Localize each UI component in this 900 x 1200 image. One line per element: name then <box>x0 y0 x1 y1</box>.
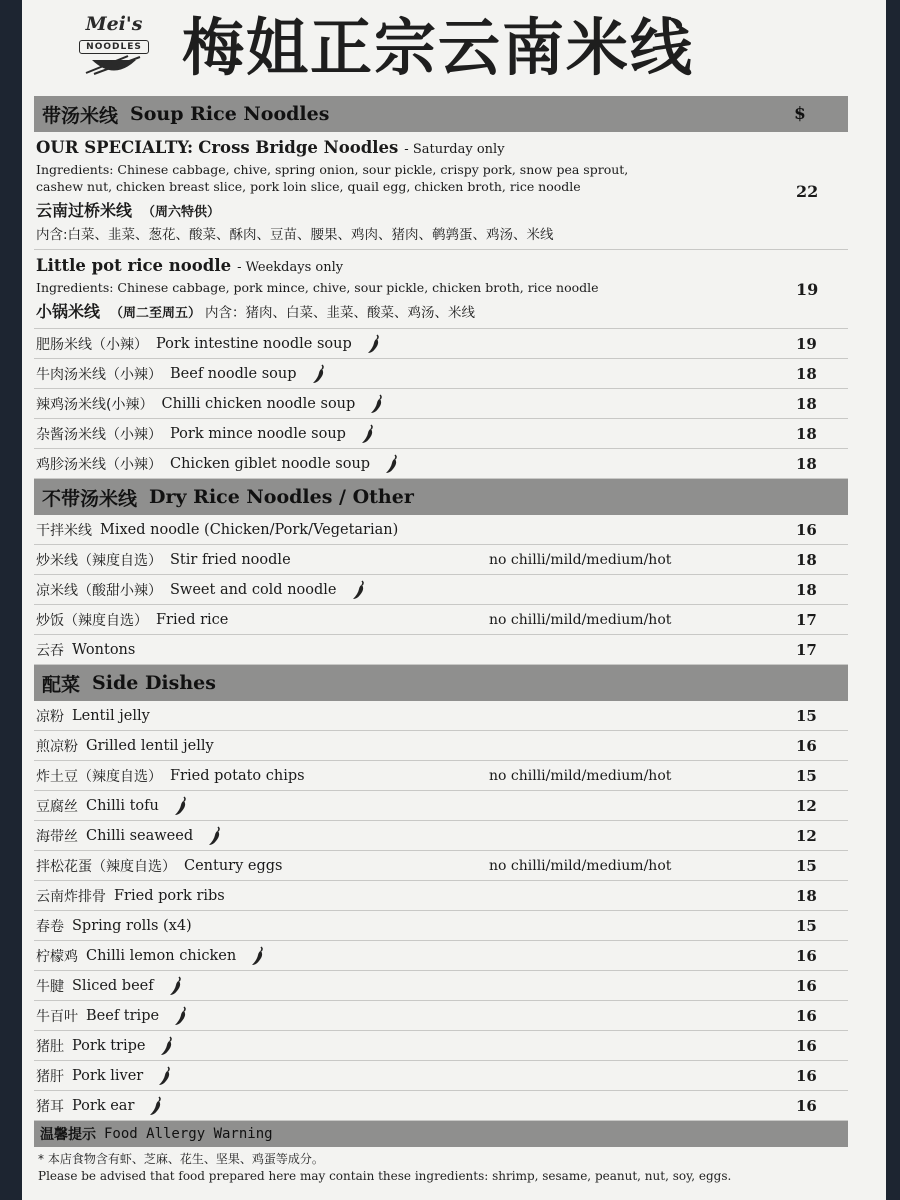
item-price: 18 <box>796 454 817 473</box>
chili-pepper-icon <box>173 796 189 816</box>
menu-item-row <box>34 971 848 1001</box>
item-price: 16 <box>796 520 817 539</box>
item-name-zh: 柠檬鸡 <box>36 948 78 965</box>
menu-paper <box>22 0 886 1200</box>
menu-item-row <box>34 515 848 545</box>
item-price: 16 <box>796 1006 817 1025</box>
item-price: 18 <box>796 886 817 905</box>
specialty-title-line <box>36 256 846 275</box>
specialty-note: - Saturday only <box>404 142 505 157</box>
section-title-zh: 不带汤米线 <box>42 487 138 510</box>
specialty-item <box>34 132 848 250</box>
item-name-zh: 海带丝 <box>36 828 78 845</box>
item-name-zh: 猪耳 <box>36 1098 64 1115</box>
menu-item-row <box>34 941 848 971</box>
chili-pepper-icon <box>159 1036 175 1056</box>
item-name-en: Pork mince noodle soup <box>170 425 346 442</box>
item-price: 16 <box>796 736 817 755</box>
chili-pepper-icon <box>157 1066 173 1086</box>
specialty-ingredients: Ingredients: Chinese cabbage, chive, spring onion, sour pickle, crispy pork, snow pea sprout, cashew nut, chicken breast slice, pork loin slice, quail egg, chicken broth, rice noodle <box>36 162 629 194</box>
item-name-en: Pork ear <box>72 1097 135 1114</box>
specialty-name-zh-line <box>36 198 846 221</box>
item-name-zh: 猪肚 <box>36 1038 64 1055</box>
item-name-zh: 鸡胗汤米线（小辣） <box>36 456 162 473</box>
chili-pepper-icon <box>360 424 376 444</box>
item-name-en: Pork tripe <box>72 1037 146 1054</box>
spice-level-options: no chilli/mild/medium/hot <box>489 767 672 784</box>
menu-item-row <box>34 545 848 575</box>
chili-pepper-icon <box>148 1096 164 1116</box>
menu-item-row <box>34 1031 848 1061</box>
menu-item-row <box>34 881 848 911</box>
item-name-en: Grilled lentil jelly <box>86 737 214 754</box>
item-name-zh: 炸土豆（辣度自选） <box>36 768 162 785</box>
menu-item-row <box>34 419 848 449</box>
logo-brand: Mei's <box>85 13 143 35</box>
menu-item-row <box>34 701 848 731</box>
allergy-warning-header <box>34 1121 848 1147</box>
menu-item-row <box>34 389 848 419</box>
item-price: 18 <box>796 394 817 413</box>
item-name-zh: 肥肠米线（小辣） <box>36 336 148 353</box>
item-name-en: Chilli lemon chicken <box>86 947 237 964</box>
chili-pepper-icon <box>250 946 266 966</box>
item-name-en: Spring rolls (x4) <box>72 917 192 934</box>
bowl-chopsticks-icon <box>84 55 144 75</box>
item-price: 19 <box>796 280 819 299</box>
allergy-title-en: Food Allergy Warning <box>104 1126 273 1142</box>
item-name-en: Pork intestine noodle soup <box>156 335 352 352</box>
item-name-zh: 干拌米线 <box>36 522 92 539</box>
menu-item-row <box>34 635 848 665</box>
menu-body <box>34 96 848 1189</box>
item-name-en: Century eggs <box>184 857 283 874</box>
item-price: 16 <box>796 976 817 995</box>
specialty-ingredients-zh: 内含：猪肉、白菜、韭菜、酸菜、鸡汤、米线 <box>205 305 476 321</box>
specialty-title-line <box>36 138 846 157</box>
item-price: 19 <box>796 334 817 353</box>
allergy-text-en: Please be advised that food prepared here may contain these ingredients: shrimp, sesame, peanut, nut, soy, eggs. <box>38 1169 732 1183</box>
item-price: 18 <box>796 580 817 599</box>
item-price: 16 <box>796 946 817 965</box>
specialty-ingredients-zh: 内含:白菜、韭菜、葱花、酸菜、酥肉、豆苗、腰果、鸡肉、猪肉、鹌鹑蛋、鸡汤、米线 <box>36 227 554 243</box>
menu-item-row <box>34 329 848 359</box>
item-name-en: Fried potato chips <box>170 767 305 784</box>
item-name-zh: 炒饭（辣度自选） <box>36 612 148 629</box>
chili-pepper-icon <box>311 364 327 384</box>
item-name-zh: 云南炸排骨 <box>36 888 106 905</box>
item-name-en: Pork liver <box>72 1067 144 1084</box>
specialty-note: - Weekdays only <box>237 260 344 275</box>
item-name-zh: 牛百叶 <box>36 1008 78 1025</box>
menu-item-row <box>34 821 848 851</box>
menu-item-row <box>34 1001 848 1031</box>
menu-item-row <box>34 1061 848 1091</box>
specialty-tag-zh: （周六特供） <box>142 205 221 220</box>
spice-level-options: no chilli/mild/medium/hot <box>489 857 672 874</box>
item-price: 16 <box>796 1096 817 1115</box>
item-name-en: Sweet and cold noodle <box>170 581 337 598</box>
item-name-zh: 豆腐丝 <box>36 798 78 815</box>
item-price: 22 <box>796 181 819 201</box>
specialty-name-zh: 云南过桥米线 <box>36 201 133 220</box>
specialty-item <box>34 250 848 329</box>
spice-level-options: no chilli/mild/medium/hot <box>489 551 672 568</box>
menu-item-row <box>34 791 848 821</box>
item-price: 17 <box>796 640 817 659</box>
item-price: 15 <box>796 916 817 935</box>
chili-pepper-icon <box>384 454 400 474</box>
page-title: 梅姐正宗云南米线 <box>182 11 695 84</box>
chili-pepper-icon <box>369 394 385 414</box>
item-name-zh: 拌松花蛋（辣度自选） <box>36 858 176 875</box>
item-name-en: Stir fried noodle <box>170 551 291 568</box>
item-name-zh: 猪肝 <box>36 1068 64 1085</box>
item-name-zh: 杂酱汤米线（小辣） <box>36 426 162 443</box>
specialty-ingredients: Ingredients: Chinese cabbage, pork mince, chive, sour pickle, chicken broth, rice noodle <box>36 280 599 295</box>
item-price: 12 <box>796 826 817 845</box>
logo-sub: NOODLES <box>79 40 149 54</box>
item-name-en: Chicken giblet noodle soup <box>170 455 371 472</box>
price-column-header: $ <box>794 104 806 124</box>
chili-pepper-icon <box>366 334 382 354</box>
item-name-en: Sliced beef <box>72 977 154 994</box>
chili-pepper-icon <box>351 580 367 600</box>
item-name-zh: 云吞 <box>36 642 64 659</box>
menu-item-row <box>34 851 848 881</box>
item-name-en: Fried pork ribs <box>114 887 225 904</box>
item-price: 12 <box>796 796 817 815</box>
item-price: 18 <box>796 364 817 383</box>
specialty-name-zh-line <box>36 299 846 322</box>
item-name-zh: 牛腱 <box>36 978 64 995</box>
item-name-zh: 辣鸡汤米线(小辣） <box>36 396 154 413</box>
menu-item-row <box>34 605 848 635</box>
section-title-zh: 带汤米线 <box>42 104 119 127</box>
menu-item-row <box>34 575 848 605</box>
item-name-zh: 凉米线（酸甜小辣） <box>36 582 162 599</box>
item-name-en: Chilli chicken noodle soup <box>161 395 356 412</box>
restaurant-logo <box>60 14 168 84</box>
section-header <box>34 479 848 515</box>
menu-item-row <box>34 731 848 761</box>
chili-pepper-icon <box>168 976 184 996</box>
menu-item-row <box>34 1091 848 1121</box>
item-price: 15 <box>796 706 817 725</box>
specialty-name: Little pot rice noodle <box>36 256 232 275</box>
item-name-zh: 牛肉汤米线（小辣） <box>36 366 162 383</box>
item-name-zh: 炒米线（辣度自选） <box>36 552 162 569</box>
section-header <box>34 665 848 701</box>
allergy-title-zh: 温馨提示 <box>40 1127 96 1143</box>
item-name-en: Wontons <box>72 641 136 658</box>
item-name-zh: 煎凉粉 <box>36 738 78 755</box>
item-price: 18 <box>796 424 817 443</box>
menu-item-row <box>34 449 848 479</box>
chili-pepper-icon <box>173 1006 189 1026</box>
section-title-en: Dry Rice Noodles / Other <box>149 486 414 508</box>
allergy-text-zh: * 本店食物含有虾、芝麻、花生、坚果、鸡蛋等成分。 <box>38 1152 324 1166</box>
item-price: 17 <box>796 610 817 629</box>
section-title-en: Side Dishes <box>92 672 216 694</box>
specialty-name: Cross Bridge Noodles <box>198 138 399 157</box>
spice-level-options: no chilli/mild/medium/hot <box>489 611 672 628</box>
item-name-en: Mixed noodle (Chicken/Pork/Vegetarian) <box>100 521 399 538</box>
item-name-en: Fried rice <box>156 611 229 628</box>
item-name-en: Beef noodle soup <box>170 365 297 382</box>
item-price: 15 <box>796 766 817 785</box>
specialty-tag-zh: （周二至周五） <box>110 306 202 321</box>
item-name-zh: 凉粉 <box>36 708 64 725</box>
section-title-en: Soup Rice Noodles <box>130 103 330 125</box>
menu-item-row <box>34 761 848 791</box>
chili-pepper-icon <box>207 826 223 846</box>
item-name-en: Chilli tofu <box>86 797 159 814</box>
item-name-en: Chilli seaweed <box>86 827 194 844</box>
item-name-zh: 春卷 <box>36 918 64 935</box>
item-price: 18 <box>796 550 817 569</box>
section-header <box>34 96 848 132</box>
specialty-name-zh: 小锅米线 <box>36 302 101 321</box>
menu-item-row <box>34 911 848 941</box>
item-name-en: Beef tripe <box>86 1007 160 1024</box>
item-price: 16 <box>796 1066 817 1085</box>
item-price: 16 <box>796 1036 817 1055</box>
allergy-notice <box>34 1147 848 1189</box>
specialty-prefix: OUR SPECIALTY: <box>36 138 194 157</box>
section-title-zh: 配菜 <box>42 673 81 696</box>
menu-header <box>22 0 886 96</box>
menu-item-row <box>34 359 848 389</box>
item-price: 15 <box>796 856 817 875</box>
item-name-en: Lentil jelly <box>72 707 150 724</box>
